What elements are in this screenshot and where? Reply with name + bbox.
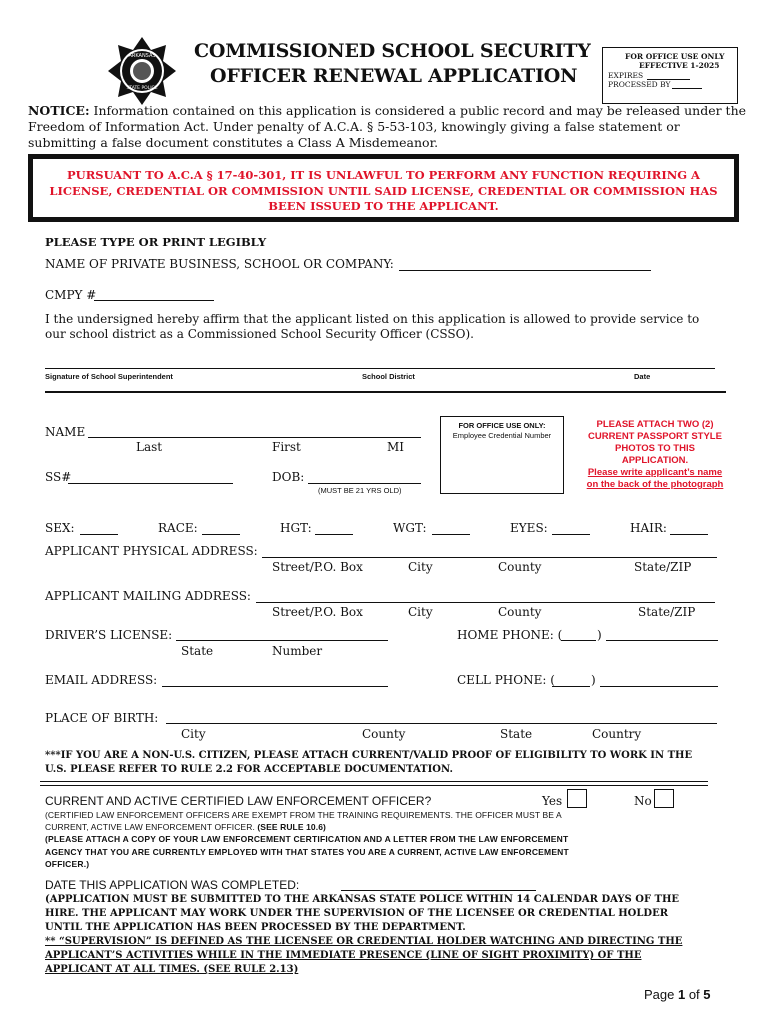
sig-superintendent-label: Signature of School Superintendent (45, 372, 173, 381)
cell-phone-label: CELL PHONE: ( (457, 673, 555, 687)
photo-line3: PHOTOS TO THIS (615, 443, 695, 454)
supervision-line1: ** “SUPERVISION” IS DEFINED AS THE LICENSEE OR CREDENTIAL HOLDER WATCHING AND DIRECTING THE (45, 936, 683, 947)
physical-street-caption: Street/P.O. Box (272, 560, 363, 574)
hair-field[interactable] (670, 534, 708, 535)
office-use-processed-label: PROCESSED BY (608, 80, 671, 89)
office-use-box (602, 47, 738, 104)
dob-note: (MUST BE 21 YRS OLD) (318, 486, 402, 495)
mailing-address-label: APPLICANT MAILING ADDRESS: (45, 589, 251, 603)
office-use-processed-line (672, 88, 702, 89)
dob-field[interactable] (308, 483, 421, 484)
business-name-label: NAME OF PRIVATE BUSINESS, SCHOOL OR COMPANY: (45, 257, 394, 271)
law-exempt-line2: CURRENT, ACTIVE LAW ENFORCEMENT OFFICER. (45, 822, 258, 832)
dob-label: DOB: (272, 470, 305, 484)
affirm-paragraph (45, 312, 699, 342)
submission-line1: (APPLICATION MUST BE SUBMITTED TO THE ARKANSAS STATE POLICE WITHIN 14 CALENDAR DAYS OF THE (45, 894, 680, 905)
home-phone-area-field[interactable] (561, 640, 596, 641)
home-phone-number-field[interactable] (606, 640, 718, 641)
mailing-street-caption: Street/P.O. Box (272, 605, 363, 619)
email-label: EMAIL ADDRESS: (45, 673, 158, 687)
submission-note (45, 893, 682, 977)
warning-text (33, 168, 734, 215)
home-phone-label: HOME PHONE: ( (457, 628, 563, 642)
law-exempt-rule: (SEE RULE 10.6) (257, 822, 326, 832)
submission-line2: HIRE. THE APPLICANT MAY WORK UNDER THE SUPERVISION OF THE LICENSEE OR CREDENTIAL HOLDER (45, 908, 669, 919)
cell-phone-number-field[interactable] (600, 686, 718, 687)
birth-city-caption: City (181, 727, 206, 741)
notice-label: NOTICE: (28, 103, 90, 118)
warning-line1: PURSUANT TO A.C.A § 17-40-301, IT IS UNLAWFUL TO PERFORM ANY FUNCTION REQUIRING A (67, 168, 700, 182)
sig-district-label: School District (362, 372, 415, 381)
law-attach-line2: AGENCY THAT YOU ARE CURRENTLY EMPLOYED WITH THAT STATES YOU ARE A CURRENT, ACTIVE LAW ENFORCEMENT (45, 846, 569, 857)
birth-county-caption: County (362, 727, 406, 741)
law-attach-line3: OFFICER.) (45, 859, 90, 869)
noncitizen-notice (45, 749, 692, 777)
law-no-label: No (634, 794, 652, 808)
law-attach-note (45, 833, 569, 871)
page-number (644, 987, 711, 1002)
affirm-line2: our school district as a Commissioned School Security Officer (CSSO). (45, 327, 474, 341)
office-credential-title: FOR OFFICE USE ONLY: (458, 421, 546, 430)
completion-date-label: DATE THIS APPLICATION WAS COMPLETED: (45, 878, 300, 892)
mailing-city-caption: City (408, 605, 433, 619)
submission-line3: UNTIL THE APPLICATION HAS BEEN PROCESSED BY THE DEPARTMENT. (45, 922, 466, 933)
drivers-license-field[interactable] (176, 640, 388, 641)
notice-paragraph (28, 103, 748, 151)
hair-label: HAIR: (630, 521, 667, 535)
arkansas-state-police-seal (107, 36, 177, 106)
office-use-title: FOR OFFICE USE ONLY (625, 52, 725, 61)
form-title-line2: OFFICER RENEWAL APPLICATION (210, 65, 578, 87)
notice-text-line3: submitting a false document constitutes a Class A Misdemeanor. (28, 135, 439, 150)
sex-label: SEX: (45, 521, 75, 535)
office-credential-box (440, 416, 564, 494)
page-label: Page (644, 987, 678, 1002)
physical-county-caption: County (498, 560, 542, 574)
office-use-expires-label: EXPIRES (608, 71, 644, 80)
type-legibly-heading: PLEASE TYPE OR PRINT LEGIBLY (45, 235, 267, 249)
law-section-divider (40, 781, 708, 786)
ss-label: SS# (45, 470, 72, 484)
physical-city-caption: City (408, 560, 433, 574)
ss-field[interactable] (68, 483, 233, 484)
sig-date-label: Date (634, 372, 651, 381)
noncitizen-line1: ***IF YOU ARE A NON-U.S. CITIZEN, PLEASE ATTACH CURRENT/VALID PROOF OF ELIGIBILITY TO WORK IN THE (45, 750, 693, 761)
name-field[interactable] (88, 437, 421, 438)
form-title-line1: COMMISSIONED SCHOOL SECURITY (194, 40, 591, 62)
section-divider (45, 391, 726, 393)
page-current: 1 (677, 987, 686, 1002)
photo-line2: CURRENT PASSPORT STYLE (588, 431, 722, 442)
name-label: NAME (45, 425, 86, 439)
law-yes-checkbox[interactable] (567, 789, 587, 808)
race-field[interactable] (202, 534, 240, 535)
eyes-label: EYES: (510, 521, 548, 535)
photo-instructions (565, 419, 745, 491)
cell-phone-area-field[interactable] (552, 686, 590, 687)
superintendent-signature-field[interactable] (45, 368, 715, 369)
race-label: RACE: (158, 521, 198, 535)
eyes-field[interactable] (552, 534, 590, 535)
warning-line3: BEEN ISSUED TO THE APPLICANT. (268, 199, 499, 213)
warning-box (28, 154, 739, 222)
page-total: 5 (703, 987, 711, 1002)
completion-date-field[interactable] (341, 890, 536, 891)
hgt-field[interactable] (315, 534, 353, 535)
notice-text-line2: Freedom of Information Act. Under penalty of A.C.A. § 5-53-103, knowingly giving a false statement or (28, 119, 680, 134)
law-attach-line1: (PLEASE ATTACH A COPY OF YOUR LAW ENFORCEMENT CERTIFICATION AND A LETTER FROM THE LAW ENFORCEMENT (45, 834, 569, 844)
cell-phone-paren: ) (591, 673, 596, 687)
office-use-effective: EFFECTIVE 1-2025 (639, 61, 720, 70)
name-first-caption: First (272, 440, 301, 454)
physical-state-zip-caption: State/ZIP (634, 560, 692, 574)
place-of-birth-field[interactable] (166, 723, 717, 724)
svg-text:STATE POLICE: STATE POLICE (126, 86, 158, 91)
drivers-license-label: DRIVER’S LICENSE: (45, 628, 173, 642)
photo-line6: on the back of the photograph (586, 479, 724, 490)
law-no-checkbox[interactable] (654, 789, 674, 808)
cmpy-label: CMPY # (45, 288, 97, 302)
email-field[interactable] (162, 686, 388, 687)
wgt-label: WGT: (393, 521, 427, 535)
hgt-label: HGT: (280, 521, 312, 535)
noncitizen-line2: U.S. PLEASE REFER TO RULE 2.2 FOR ACCEPTABLE DOCUMENTATION. (45, 764, 453, 775)
supervision-line2: APPLICANT’S ACTIVITIES WHILE IN THE IMMEDIATE PRESENCE (LINE OF SIGHT PROXIMITY) OF THE (45, 950, 642, 961)
physical-address-label: APPLICANT PHYSICAL ADDRESS: (45, 544, 258, 558)
name-mi-caption: MI (387, 440, 405, 454)
supervision-line3: APPLICANT AT ALL TIMES. (SEE RULE 2.13) (45, 964, 299, 975)
physical-address-field[interactable] (262, 557, 717, 558)
page-of: of (685, 987, 704, 1002)
warning-line2: LICENSE, CREDENTIAL OR COMMISSION UNTIL SAID LICENSE, CREDENTIAL OR COMMISSION HAS (49, 183, 718, 198)
birth-state-caption: State (500, 727, 533, 741)
photo-line4: APPLICATION. (621, 455, 689, 466)
name-last-caption: Last (136, 440, 163, 454)
law-yes-label: Yes (542, 794, 563, 808)
cmpy-field[interactable] (94, 300, 214, 301)
mailing-county-caption: County (498, 605, 542, 619)
law-officer-question: CURRENT AND ACTIVE CERTIFIED LAW ENFORCEMENT OFFICER? (45, 794, 432, 808)
business-name-field[interactable] (399, 270, 651, 271)
office-credential-sub: Employee Credential Number (452, 431, 552, 440)
license-number-caption: Number (272, 644, 323, 658)
wgt-field[interactable] (432, 534, 470, 535)
place-of-birth-label: PLACE OF BIRTH: (45, 711, 159, 725)
notice-text-line1: Information contained on this application is considered a public record and may be released under the (89, 103, 747, 118)
svg-text:ARKANSAS: ARKANSAS (128, 53, 156, 59)
sex-field[interactable] (80, 534, 118, 535)
birth-country-caption: Country (592, 727, 642, 741)
photo-line1: PLEASE ATTACH TWO (2) (596, 419, 714, 430)
law-exempt-note (45, 809, 562, 833)
mailing-state-zip-caption: State/ZIP (638, 605, 696, 619)
photo-line5: Please write applicant’s name (587, 467, 723, 478)
license-state-caption: State (181, 644, 214, 658)
affirm-line1: I the undersigned hereby affirm that the applicant listed on this application is allowed to provide service to (45, 312, 700, 326)
mailing-address-field[interactable] (256, 602, 715, 603)
law-exempt-line1: (CERTIFIED LAW ENFORCEMENT OFFICERS ARE EXEMPT FROM THE TRAINING REQUIREMENTS. THE OFFICER MUST BE A (45, 810, 562, 820)
home-phone-paren: ) (597, 628, 602, 642)
